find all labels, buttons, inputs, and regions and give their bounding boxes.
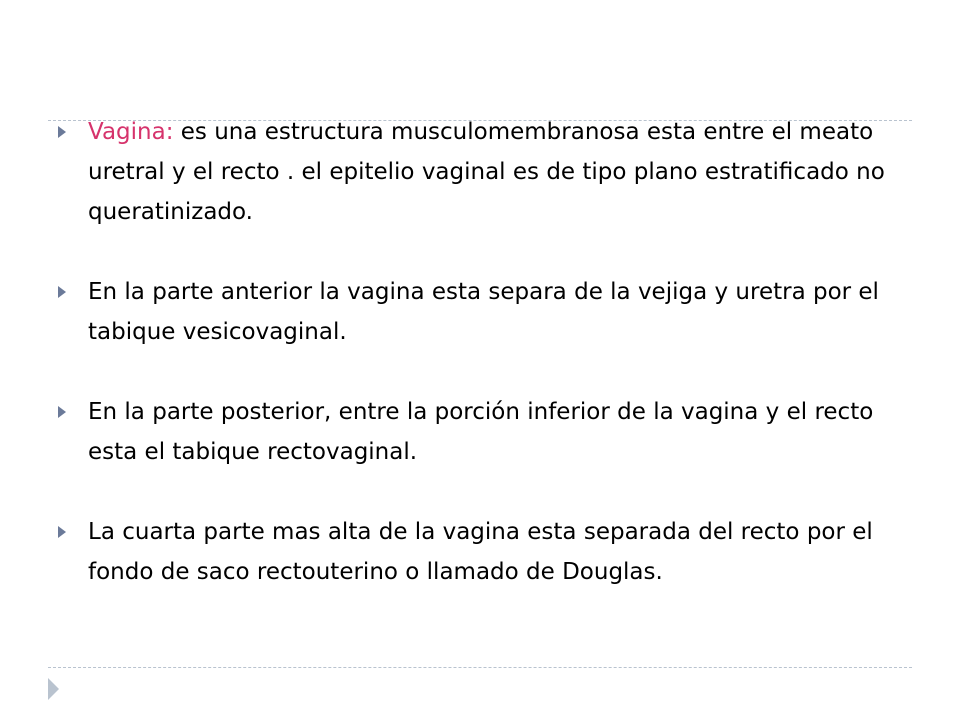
bullet-item-2 [56,272,916,352]
triangle-corner-icon [48,678,59,700]
triangle-bullet-icon [58,126,66,138]
bullet-text: En la parte posterior, entre la porción inferior de la vagina y el recto esta el tabique rectovaginal. [88,399,874,465]
bullet-text: es una estructura musculomembranosa esta entre el meato uretral y el recto . el epitelio vaginal es de tipo plano estratificado no queratinizado. [88,119,885,225]
triangle-bullet-icon [58,286,66,298]
bottom-divider [48,667,912,668]
bullet-item-1 [56,112,916,232]
bullet-item-4 [56,512,916,592]
slide-content [56,112,916,592]
term-label: Vagina: [88,119,174,145]
bullet-text: La cuarta parte mas alta de la vagina esta separada del recto por el fondo de saco rectouterino o llamado de Douglas. [88,519,873,585]
triangle-bullet-icon [58,526,66,538]
bullet-text: En la parte anterior la vagina esta separa de la vejiga y uretra por el tabique vesicovaginal. [88,279,879,345]
triangle-bullet-icon [58,406,66,418]
bullet-item-3 [56,392,916,472]
